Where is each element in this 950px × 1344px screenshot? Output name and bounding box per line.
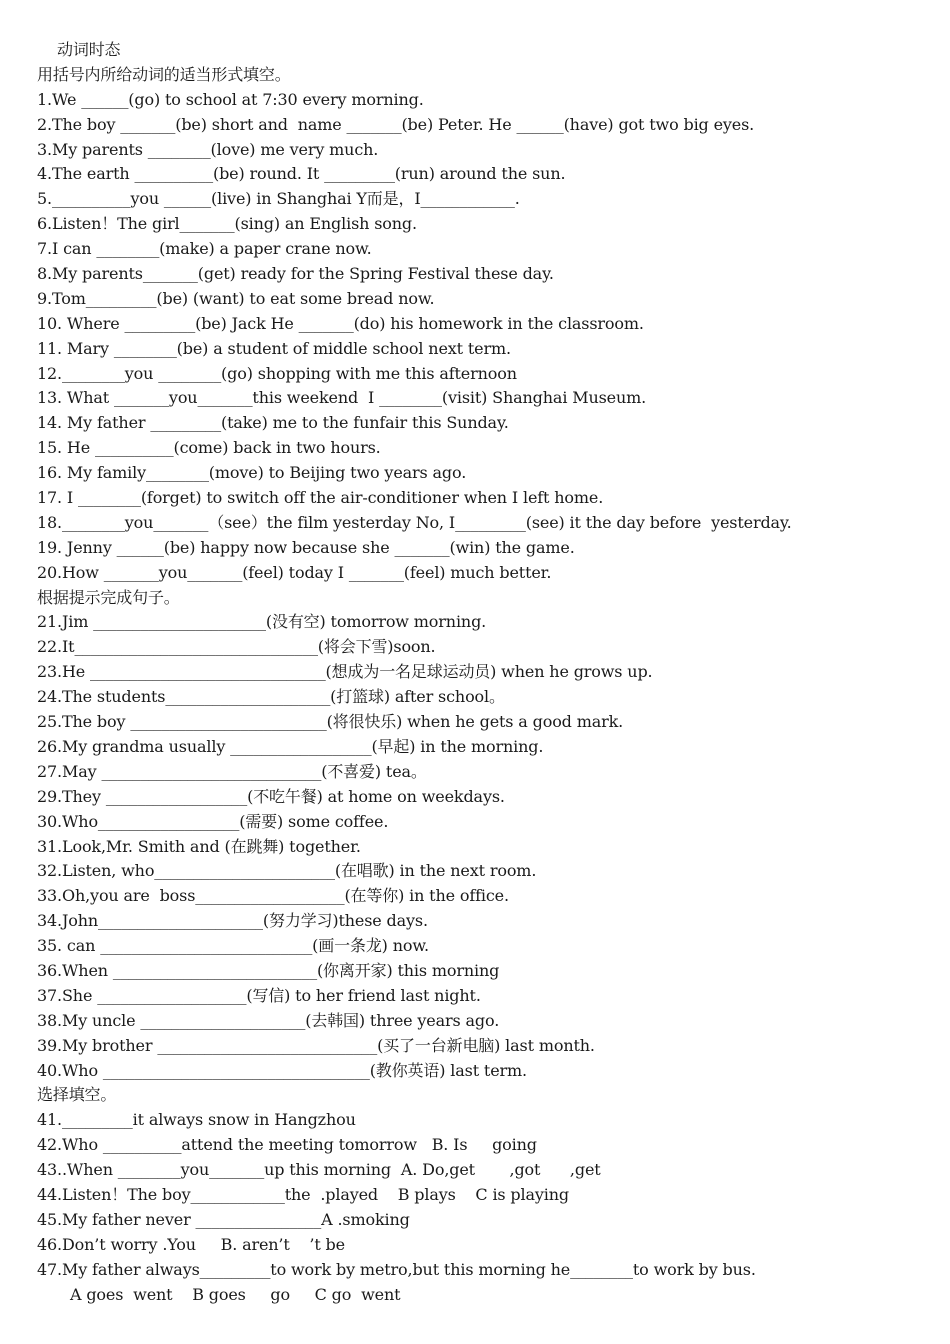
exercise-line: 26.My grandma usually __________________(早起) in the morning. [37, 736, 544, 756]
exercise-line: 18.________you_______（see）the film yesterday No, I_________(see) it the day before yesterday. [37, 512, 792, 532]
exercise-line: 7.I can ________(make) a paper crane now. [37, 239, 372, 259]
exercise-line: 37.She ___________________(写信) to her friend last night. [37, 985, 481, 1005]
exercise-line: 24.The students_____________________(打篮球) after school。 [37, 687, 505, 707]
exercise-line: 32.Listen, who_______________________(在唱歌) in the next room. [37, 861, 537, 881]
exercise-line: 34.John_____________________(努力学习)these days. [37, 911, 428, 931]
exercise-line: 17. I ________(forget) to switch off the air-conditioner when I left home. [37, 488, 604, 508]
exercise-line: 6.Listen！The girl_______(sing) an English song. [37, 214, 417, 234]
exercise-line: 42.Who __________attend the meeting tomorrow B. Is going [37, 1135, 537, 1155]
exercise-line: 41._________it always snow in Hangzhou [37, 1110, 356, 1130]
exercise-line: 44.Listen！The boy____________the .played B plays C is playing [37, 1184, 569, 1204]
document-page [37, 38, 927, 1307]
exercise-line: 36.When __________________________(你离开家) this morning [37, 960, 500, 980]
exercise-line: 10. Where _________(be) Jack He _______(do) his homework in the classroom. [37, 313, 644, 333]
exercise-line: 29.They __________________(不吃午餐) at home on weekdays. [37, 786, 505, 806]
exercise-line: 39.My brother ____________________________(买了一台新电脑) last month. [37, 1035, 595, 1055]
exercise-line: 12.________you ________(go) shopping with me this afternoon [37, 363, 517, 383]
exercise-line: 9.Tom_________(be) (want) to eat some bread now. [37, 288, 435, 308]
exercise-line: 33.Oh,you are boss___________________(在等你) in the office. [37, 886, 509, 906]
exercise-line: 16. My family________(move) to Beijing two years ago. [37, 463, 467, 483]
exercise-line: 8.My parents_______(get) ready for the Spring Festival these day. [37, 264, 554, 284]
exercise-line: 19. Jenny ______(be) happy now because she _______(win) the game. [37, 537, 575, 557]
exercise-line: 用括号内所给动词的适当形式填空。 [37, 64, 291, 84]
exercise-line: 27.May ____________________________(不喜爱) tea。 [37, 761, 427, 781]
exercise-line: 35. can ___________________________(画一条龙) now. [37, 936, 429, 956]
exercise-line: 根据提示完成句子。 [37, 587, 180, 607]
exercise-line: 23.He ______________________________(想成为一名足球运动员) when he grows up. [37, 662, 653, 682]
exercise-line: 46.Don’t worry .You B. aren’t ’t be [37, 1234, 345, 1254]
exercise-line: 25.The boy _________________________(将很快乐) when he gets a good mark. [37, 712, 624, 732]
page-title: 动词时态 [57, 40, 121, 59]
exercise-line: 30.Who__________________(需要) some coffee. [37, 811, 389, 831]
exercise-line: 31.Look,Mr. Smith and (在跳舞) together. [37, 836, 361, 856]
exercise-line: 21.Jim ______________________(没有空) tomorrow morning. [37, 612, 487, 632]
exercise-line: 47.My father always_________to work by metro,but this morning he________to work by bus. [37, 1259, 756, 1279]
exercise-line: 14. My father _________(take) me to the funfair this Sunday. [37, 413, 509, 433]
exercise-line: 11. Mary ________(be) a student of middle school next term. [37, 338, 511, 358]
exercise-line: 20.How _______you_______(feel) today I _______(feel) much better. [37, 562, 552, 582]
exercise-line: 1.We ______(go) to school at 7:30 every morning. [37, 89, 424, 109]
exercise-line: 43..When ________you_______up this morning A. Do,get ,got ,get [37, 1160, 601, 1180]
exercise-line: 4.The earth __________(be) round. It _________(run) around the sun. [37, 164, 566, 184]
exercise-line: 15. He __________(come) back in two hours. [37, 438, 381, 458]
exercise-line: 22.It_______________________________(将会下雪)soon. [37, 637, 436, 657]
exercise-line: 38.My uncle _____________________(去韩国) three years ago. [37, 1010, 500, 1030]
exercise-line: 2.The boy _______(be) short and name _______(be) Peter. He ______(have) got two big eyes. [37, 114, 755, 134]
exercise-line: 选择填空。 [37, 1085, 117, 1105]
exercise-line: 13. What _______you_______this weekend I ________(visit) Shanghai Museum. [37, 388, 647, 408]
exercise-line: 45.My father never ________________A .smoking [37, 1209, 410, 1229]
exercise-line: 40.Who __________________________________(教你英语) last term. [37, 1060, 527, 1080]
answer-options: A goes went B goes go C go went [70, 1284, 401, 1304]
exercise-line: 3.My parents ________(love) me very much. [37, 139, 379, 159]
exercise-line: 5.__________you ______(live) in Shanghai Y而是，I____________. [37, 189, 520, 209]
exercise-list [37, 63, 927, 1283]
